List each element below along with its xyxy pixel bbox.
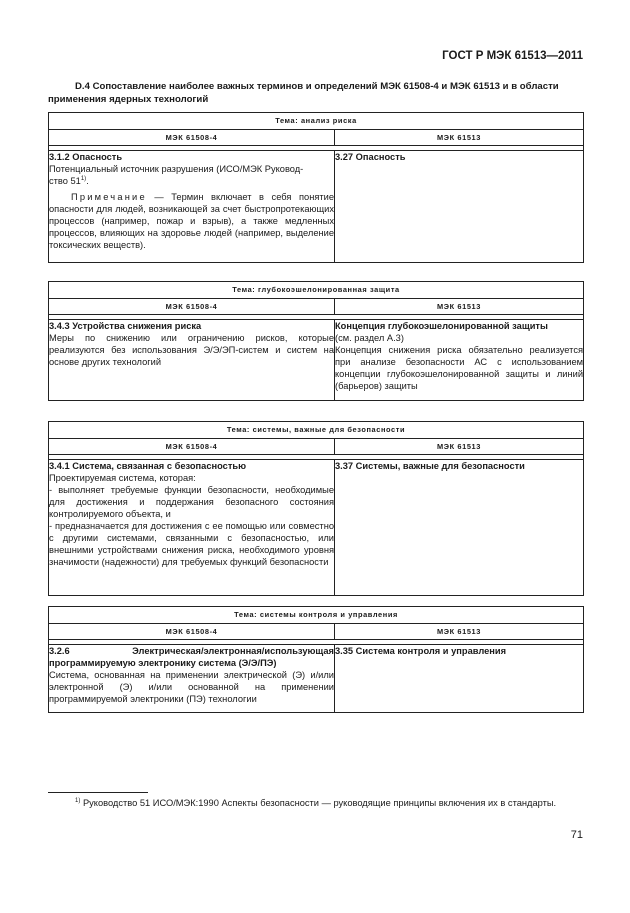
column-header-iec61508: МЭК 61508-4 xyxy=(49,130,335,146)
term-title: 3.1.2 Опасность xyxy=(49,152,123,162)
term-cell-left xyxy=(49,320,335,401)
column-header-iec61513: МЭК 61513 xyxy=(335,624,584,640)
term-title: 3.37 Системы, важные для безопасности xyxy=(335,461,525,471)
comparison-table-defense-in-depth xyxy=(48,281,584,401)
list-item: - предназначается для достижения с ее помощью или совместно с другими системами, связанными с безопасностью, или внешними устройствами снижения риска, необходимого уровня значимости (надежности) для требуемых функций безопасности xyxy=(49,521,334,567)
term-cell-left xyxy=(49,460,335,596)
term-cell-left xyxy=(49,645,335,713)
term-title: 3.4.3 Устройства снижения риска xyxy=(49,321,202,331)
note-text: — Термин включает в себя понятие опасности для людей, возникающей за счет быстропротекающих процессов (например, пожар и взрыв), а также медленных процессов, влияющих на здоровье людей (например, выделение токсических веществ). xyxy=(49,192,334,250)
column-header-iec61513: МЭК 61513 xyxy=(335,130,584,146)
section-title-line1: D.4 Сопоставление наиболее важных терминов и определений МЭК 61508-4 и МЭК 61513 и в области xyxy=(75,81,559,92)
term-cell-right xyxy=(335,460,584,596)
comparison-table-risk-analysis xyxy=(48,112,584,263)
term-definition: Меры по снижению или ограничению рисков, которые реализуются без использования Э/Э/ЭП-систем и систем на основе других технологий xyxy=(49,333,334,367)
term-definition: Потенциальный источник разрушения (ИСО/МЭК Руковод- ство 51$^{1)}$. xyxy=(49,164,304,186)
comparison-table-safety-systems xyxy=(48,421,584,596)
document-header: ГОСТ Р МЭК 61513—2011 xyxy=(442,50,583,62)
term-reference: (см. раздел А.3) xyxy=(335,333,404,343)
page-number: 71 xyxy=(570,829,583,841)
term-title: Концепция глубокоэшелонированной защиты xyxy=(335,321,548,331)
column-header-iec61508: МЭК 61508-4 xyxy=(49,299,335,315)
term-definition: Система, основанная на применении электрической (Э) и/или электронной (Э) и/или основанной на применении программируемой электроники (ПЭ) технологии xyxy=(49,670,334,704)
table-topic: Тема: анализ риска xyxy=(49,113,584,130)
term-title: 3.27 Опасность xyxy=(335,152,406,162)
term-definition: Концепция снижения риска обязательно реализуется при анализе безопасности АС с использованием концепции глубокоэшелонированной защиты и линий (барьеров) защиты xyxy=(335,345,584,391)
term-title: 3.4.1 Система, связанная с безопасностью xyxy=(49,461,247,471)
footnote-mark: 1) xyxy=(80,175,87,182)
term-title: 3.35 Система контроля и управления xyxy=(335,646,507,656)
note-label: Примечание xyxy=(71,192,147,202)
term-note xyxy=(49,191,334,251)
footnote-divider xyxy=(48,792,148,793)
term-cell-right xyxy=(335,645,584,713)
term-cell-right xyxy=(335,151,584,263)
table-topic: Тема: системы контроля и управления xyxy=(49,607,584,624)
column-header-iec61513: МЭК 61513 xyxy=(335,299,584,315)
footnote-text: Руководство 51 ИСО/МЭК:1990 Аспекты безопасности — руководящие принципы включения их в стандарты. xyxy=(82,798,557,808)
column-header-iec61508: МЭК 61508-4 xyxy=(49,624,335,640)
table-topic: Тема: системы, важные для безопасности xyxy=(49,422,584,439)
column-header-iec61513: МЭК 61513 xyxy=(335,439,584,455)
term-title: 3.2.6 Электрическая/электронная/использующая программируемую электронику система (Э/Э/ПЭ) xyxy=(49,646,334,668)
table-topic: Тема: глубокоэшелонированная защита xyxy=(49,282,584,299)
term-cell-left xyxy=(49,151,335,263)
footnote-mark: 1) xyxy=(75,797,81,804)
column-header-iec61508: МЭК 61508-4 xyxy=(49,439,335,455)
section-title-line2: применения ядерных технологий xyxy=(48,93,209,105)
section-title xyxy=(48,81,583,106)
footnote xyxy=(48,796,583,810)
list-item: - выполняет требуемые функции безопасности, необходимые для достижения и поддержания безопасного состояния контролируемого объекта, и xyxy=(49,485,334,519)
term-intro: Проектируемая система, которая: xyxy=(49,473,196,483)
comparison-table-control-systems xyxy=(48,606,584,713)
term-cell-right xyxy=(335,320,584,401)
